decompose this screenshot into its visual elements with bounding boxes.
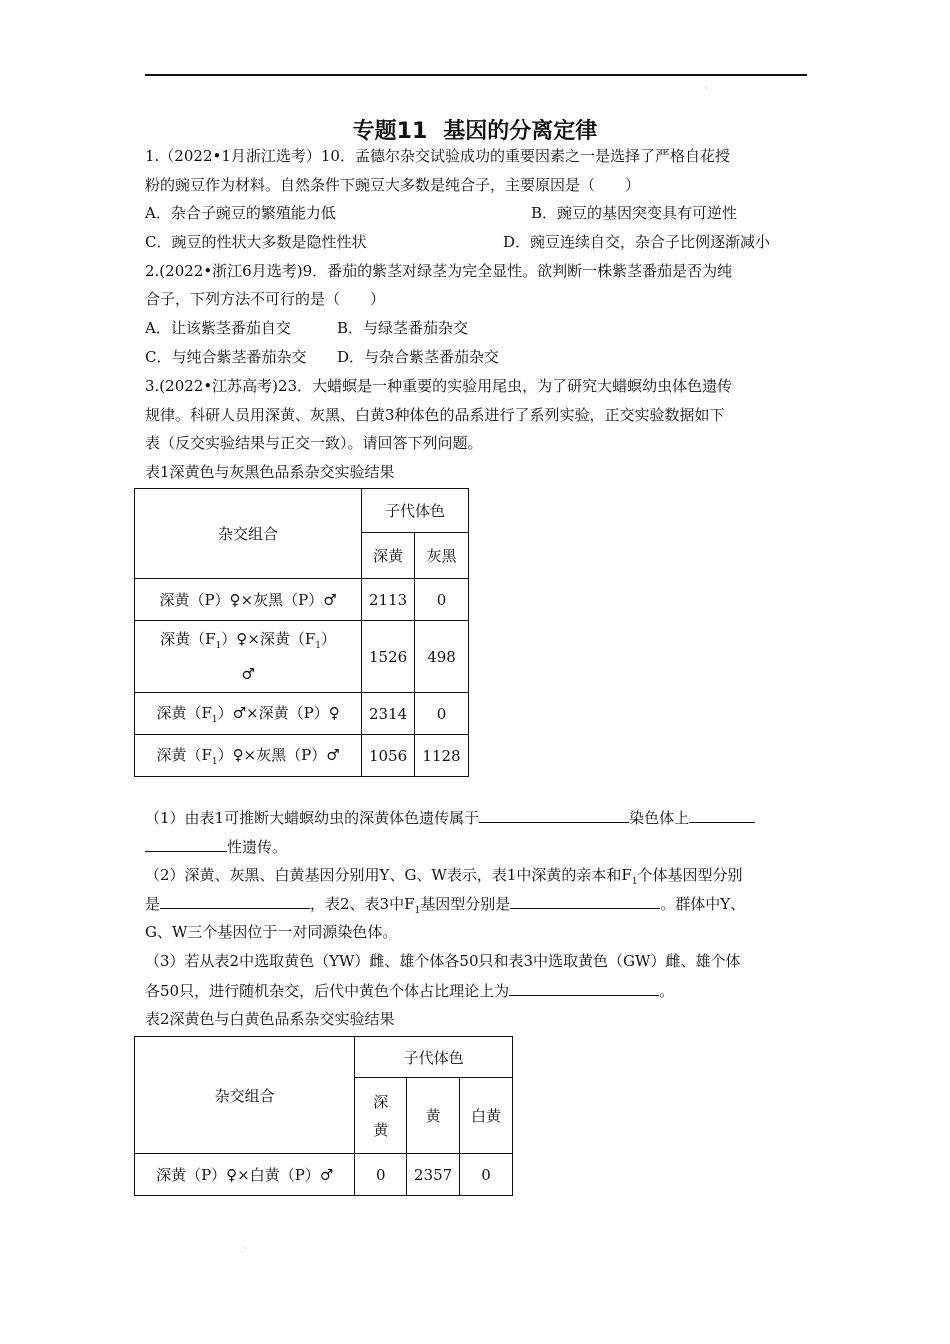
- q3-line2: 规律。科研人员用深黄、灰黑、白黄3种体色的品系进行了系列实验，正交实验数据如下: [145, 406, 725, 424]
- subq3-line1: （3）若从表2中选取黄色（YW）雌、雄个体各50只和表3中选取黄色（GW）雌、雄个体: [145, 952, 741, 970]
- table2-value: 2357: [407, 1154, 460, 1196]
- q1-option-d: D．豌豆连续自交，杂合子比例逐渐减小: [503, 233, 771, 251]
- q1-line2: 粉的豌豆作为材料。自然条件下豌豆大多数是纯合子，主要原因是（ ）: [145, 176, 641, 194]
- table1-value: 1128: [415, 735, 469, 777]
- table1-value: 2314: [362, 693, 415, 735]
- table1-value: 1056: [362, 735, 415, 777]
- table2-header-offspring: 子代体色: [355, 1037, 513, 1078]
- table-row: [135, 1154, 513, 1196]
- table1-value: 498: [415, 621, 469, 693]
- subq2-line1: （2）深黄、灰黑、白黄基因分别用Y、G、W表示，表1中深黄的亲本和$F_1$个体基因型分别: [145, 866, 743, 887]
- table2-col-white-yellow: 白黄: [460, 1078, 513, 1154]
- answer-blank[interactable]: [689, 807, 755, 823]
- q1-option-a: A．杂合子豌豆的繁殖能力低: [145, 204, 336, 222]
- q2-option-b: B．与绿茎番茄杂交: [337, 319, 469, 337]
- table2-col-yellow: 黄: [407, 1078, 460, 1154]
- subq2-line2: 是 ，表2、表3中$F_1$基因型分别是 。群体中Y、: [145, 895, 746, 916]
- table1-caption: 表1深黄色与灰黑色品系杂交实验结果: [145, 463, 395, 481]
- answer-blank[interactable]: [510, 893, 660, 909]
- table1: [134, 488, 469, 777]
- table1-col-deep-yellow: 深黄: [362, 533, 415, 579]
- table1-cross: 深黄$(F_1)♂\times$深黄（P）♀: [135, 693, 362, 735]
- table1-value: 1526: [362, 621, 415, 693]
- subq1-line2: 性遗传。: [145, 836, 287, 857]
- q2-option-d: D．与杂合紫茎番茄杂交: [337, 348, 500, 366]
- subq1-line1: （1）由表1可推断大蜡螟幼虫的深黄体色遗传属于 染色体上: [145, 807, 755, 828]
- table-row: [135, 693, 469, 735]
- table2-caption: 表2深黄色与白黄色品系杂交实验结果: [145, 1010, 395, 1028]
- answer-blank[interactable]: [145, 836, 227, 852]
- title-main: 基因的分离定律: [443, 119, 598, 144]
- header-dot: ·: [705, 84, 708, 93]
- subq2-line3: G、W三个基因位于一对同源染色体。: [145, 923, 398, 941]
- header-rule: [145, 74, 807, 76]
- table1-col-grey-black: 灰黑: [415, 533, 469, 579]
- answer-blank[interactable]: [509, 980, 659, 996]
- q3-line3: 表（反交实验结果与正交一致）。请回答下列问题。: [145, 434, 483, 452]
- table1-value: 0: [415, 579, 469, 621]
- table1-value: 2113: [362, 579, 415, 621]
- q1-option-c: C．豌豆的性状大多数是隐性性状: [145, 233, 367, 251]
- table1-value: 0: [415, 693, 469, 735]
- q1-option-b: B．豌豆的基因突变具有可逆性: [531, 204, 738, 222]
- table2-cross: 深黄（P）♀×白黄（P）♂: [135, 1154, 355, 1196]
- table1-cross: 深黄$(F_1)♀\times$灰黑（P）♂: [135, 735, 362, 777]
- q2-line2: 合子，下列方法不可行的是（ ）: [145, 290, 386, 308]
- q2-option-c: C．与纯合紫茎番茄杂交: [145, 348, 307, 366]
- table1-cross: 深黄$(F_1)♀\times$深黄$(F_1)$ ♂: [135, 621, 362, 693]
- table1-header-group: 杂交组合: [135, 489, 362, 579]
- q3-line1: 3.(2022•江苏高考)23．大蜡螟是一种重要的实验用尾虫，为了研究大蜡螟幼虫体色遗传: [145, 377, 733, 395]
- footer-dot: ·: [244, 1244, 247, 1253]
- title-prefix: 专题11: [352, 119, 428, 144]
- table1-header-offspring: 子代体色: [362, 489, 469, 533]
- answer-blank[interactable]: [479, 807, 629, 823]
- table2: [134, 1036, 513, 1196]
- table2-value: 0: [460, 1154, 513, 1196]
- q1-line1: 1.（2022•1月浙江选考）10．孟德尔杂交试验成功的重要因素之一是选择了严格自花授: [145, 147, 730, 165]
- table1-cross: 深黄（P）♀×灰黑（P）♂: [135, 579, 362, 621]
- q2-line1: 2.(2022•浙江6月选考)9．番茄的紫茎对绿茎为完全显性。欲判断一株紫茎番茄是否为纯: [145, 262, 733, 280]
- table-row: [135, 621, 469, 693]
- table2-value: 0: [355, 1154, 407, 1196]
- answer-blank[interactable]: [160, 893, 310, 909]
- table2-header-group: 杂交组合: [135, 1037, 355, 1154]
- q2-option-a: A．让该紫茎番茄自交: [145, 319, 291, 337]
- subq3-line2: 各50只，进行随机杂交，后代中黄色个体占比理论上为 。: [145, 982, 675, 1000]
- table-row: [135, 579, 469, 621]
- page-title: [0, 114, 950, 145]
- table-row: [135, 735, 469, 777]
- table2-col-deep-yellow: 深 黄: [355, 1078, 407, 1154]
